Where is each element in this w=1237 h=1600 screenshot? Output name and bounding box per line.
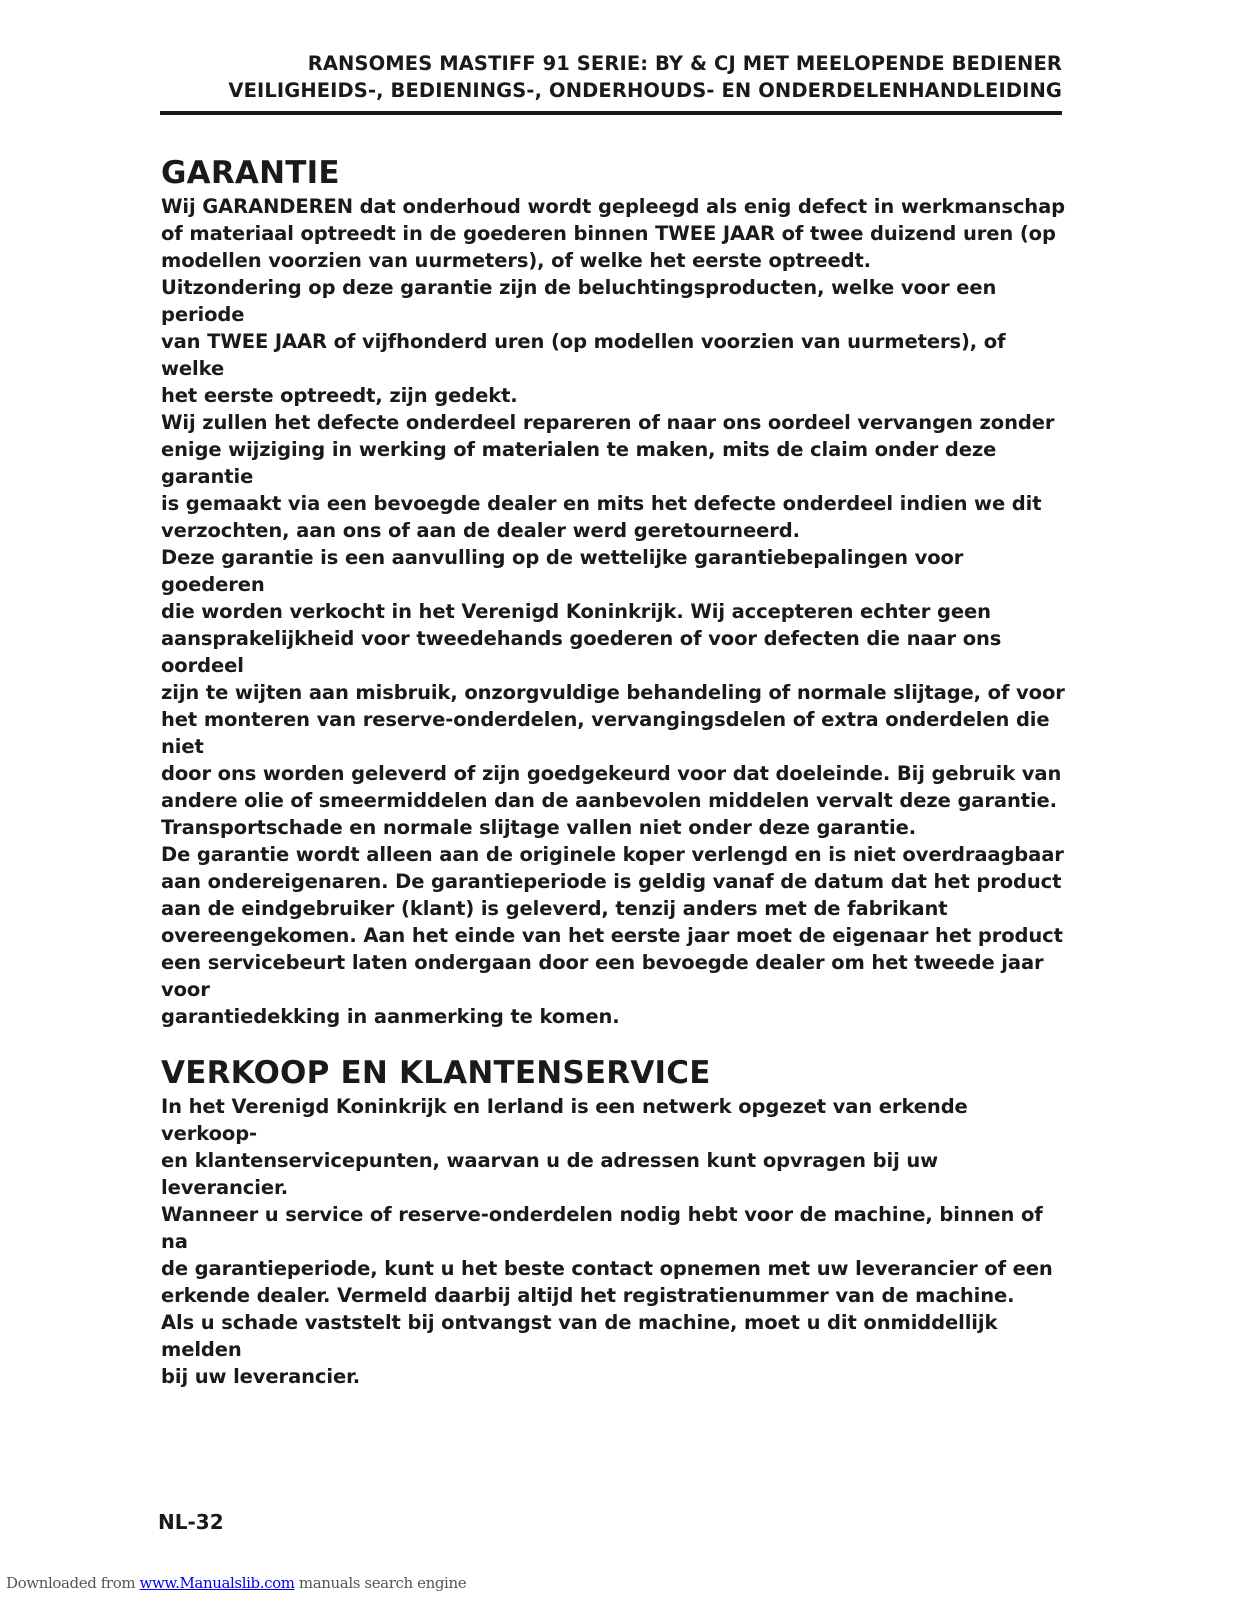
warranty-line: is gemaakt via een bevoegde dealer en mits het defecte onderdeel indien we dit	[161, 492, 1042, 515]
warranty-line: aansprakelijkheid voor tweedehands goederen of voor defecten die naar ons oordeel	[161, 627, 1002, 677]
warranty-line: overeengekomen. Aan het einde van het eerste jaar moet de eigenaar het product	[161, 924, 1063, 947]
service-line: bij uw leverancier.	[161, 1365, 361, 1388]
warranty-line: Transportschade en normale slijtage vallen niet onder deze garantie.	[161, 816, 917, 839]
manualslib-link[interactable]: www.Manualslib.com	[139, 1574, 295, 1592]
service-line: Wanneer u service of reserve-onderdelen nodig hebt voor de machine, binnen of na	[161, 1203, 1043, 1253]
page-number: NL-32	[158, 1510, 224, 1534]
warranty-line: het monteren van reserve-onderdelen, vervangingsdelen of extra onderdelen die niet	[161, 708, 1050, 758]
header-line-2: VEILIGHEIDS-, BEDIENINGS-, ONDERHOUDS- EN ONDERDELENHANDLEIDING	[228, 79, 1062, 102]
warranty-text	[161, 193, 1066, 1030]
warranty-line: modellen voorzien van uurmeters), of welke het eerste optreedt.	[161, 249, 871, 272]
section-title-warranty: GARANTIE	[161, 155, 340, 191]
warranty-line: De garantie wordt alleen aan de originele koper verlengd en is niet overdraagbaar	[161, 843, 1064, 866]
warranty-line: zijn te wijten aan misbruik, onzorgvuldige behandeling of normale slijtage, of voor	[161, 681, 1065, 704]
service-line: erkende dealer. Vermeld daarbij altijd het registratienummer van de machine.	[161, 1284, 1015, 1307]
warranty-line: een servicebeurt laten ondergaan door een bevoegde dealer om het tweede jaar voor	[161, 951, 1044, 1001]
footer-prefix: Downloaded from	[6, 1574, 140, 1592]
section-title-service: VERKOOP EN KLANTENSERVICE	[161, 1055, 711, 1091]
warranty-line: Wij zullen het defecte onderdeel repareren of naar ons oordeel vervangen zonder	[161, 411, 1055, 434]
warranty-line: of materiaal optreedt in de goederen binnen TWEE JAAR of twee duizend uren (op	[161, 222, 1056, 245]
download-footer	[6, 1574, 466, 1592]
document-header	[160, 50, 1062, 104]
warranty-line: garantiedekking in aanmerking te komen.	[161, 1005, 620, 1028]
warranty-line: Wij GARANDEREN dat onderhoud wordt gepleegd als enig defect in werkmanschap	[161, 195, 1065, 218]
service-line: Als u schade vaststelt bij ontvangst van de machine, moet u dit onmiddellijk melden	[161, 1311, 998, 1361]
warranty-line: het eerste optreedt, zijn gedekt.	[161, 384, 518, 407]
header-line-1: RANSOMES MASTIFF 91 SERIE: BY & CJ MET MEELOPENDE BEDIENER	[307, 52, 1062, 75]
warranty-line: aan ondereigenaren. De garantieperiode is geldig vanaf de datum dat het product	[161, 870, 1062, 893]
service-line: In het Verenigd Koninkrijk en Ierland is een netwerk opgezet van erkende verkoop-	[161, 1095, 968, 1145]
service-line: de garantieperiode, kunt u het beste contact opnemen met uw leverancier of een	[161, 1257, 1053, 1280]
warranty-line: Uitzondering op deze garantie zijn de beluchtingsproducten, welke voor een periode	[161, 276, 997, 326]
page-content	[161, 153, 1066, 1390]
warranty-line: enige wijziging in werking of materialen te maken, mits de claim onder deze garantie	[161, 438, 997, 488]
service-text	[161, 1093, 1066, 1390]
warranty-line: Deze garantie is een aanvulling op de wettelijke garantiebepalingen voor goederen	[161, 546, 964, 596]
footer-suffix: manuals search engine	[294, 1574, 467, 1592]
warranty-line: door ons worden geleverd of zijn goedgekeurd voor dat doeleinde. Bij gebruik van	[161, 762, 1062, 785]
warranty-line: van TWEE JAAR of vijfhonderd uren (op modellen voorzien van uurmeters), of welke	[161, 330, 1006, 380]
warranty-line: aan de eindgebruiker (klant) is geleverd, tenzij anders met de fabrikant	[161, 897, 948, 920]
warranty-line: andere olie of smeermiddelen dan de aanbevolen middelen vervalt deze garantie.	[161, 789, 1057, 812]
header-divider	[160, 111, 1062, 115]
warranty-line: die worden verkocht in het Verenigd Koninkrijk. Wij accepteren echter geen	[161, 600, 991, 623]
service-line: en klantenservicepunten, waarvan u de adressen kunt opvragen bij uw leverancier.	[161, 1149, 939, 1199]
warranty-line: verzochten, aan ons of aan de dealer werd geretourneerd.	[161, 519, 800, 542]
